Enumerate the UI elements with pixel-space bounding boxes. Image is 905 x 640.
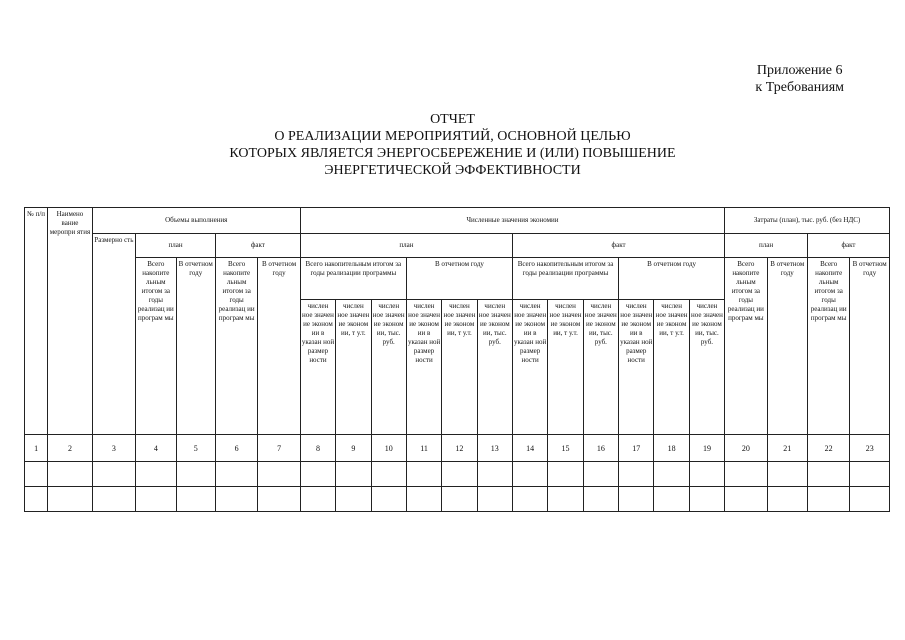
column-number: 20 [725,435,767,462]
table-cell [371,487,406,512]
header-unit: Размерно сть [92,234,135,435]
table-cell [807,462,849,487]
column-number: 3 [92,435,135,462]
table-cell [25,487,48,512]
table-cell [548,462,583,487]
table-cell [767,462,807,487]
table-cell [176,487,215,512]
column-number: 17 [619,435,654,462]
header-value-fuel: числен ное значен ие эконом ии, т у.т. [548,300,583,435]
table-cell [406,462,441,487]
column-number: 7 [258,435,300,462]
table-cell [477,487,512,512]
table-row-empty [25,487,890,512]
report-table [24,207,890,512]
title-line-1: ОТЧЕТ [430,112,475,127]
header-activity-name: Наимено вание меропри ятия [48,208,92,435]
table-cell [654,462,689,487]
column-number: 8 [300,435,335,462]
header-costs-plan: план [725,234,808,258]
header-value-fuel: числен ное значен ие эконом ии, т у.т. [336,300,371,435]
header-costs: Затраты (план), тыс. руб. (без НДС) [725,208,890,234]
table-cell [654,487,689,512]
column-number: 10 [371,435,406,462]
header-vol-fact-cum: Всего накопите льным итогом за годы реализац ии програм мы [215,258,257,435]
header-value-rub: числен ное значен ие эконом ии, тыс. руб. [689,300,724,435]
report-title [0,111,905,179]
table-cell [725,462,767,487]
column-number: 1 [25,435,48,462]
column-number: 9 [336,435,371,462]
title-line-3: КОТОРЫХ ЯВЛЯЕТСЯ ЭНЕРГОСБЕРЕЖЕНИЕ И (ИЛИ) ПОВЫШЕНИЕ [229,146,676,161]
table-cell [92,487,135,512]
table-cell [136,487,176,512]
table-cell [176,462,215,487]
header-value-units: числен ное значен ие эконом ии в указан ной размер ности [406,300,441,435]
header-value-rub: числен ное значен ие эконом ии, тыс. руб. [583,300,618,435]
title-line-2: О РЕАЛИЗАЦИИ МЕРОПРИЯТИЙ, ОСНОВНОЙ ЦЕЛЬЮ [274,129,631,144]
column-number: 5 [176,435,215,462]
header-volumes: Объемы выполнения [92,208,300,234]
table-cell [767,487,807,512]
appendix-line-1: Приложение 6 [756,63,843,78]
header-econ-fact-cum: Всего накопительным итогом за годы реализации программы [512,258,618,300]
header-economy-fact: факт [512,234,724,258]
column-number: 18 [654,435,689,462]
table-cell [92,462,135,487]
header-econ-plan-year: В отчетном году [406,258,512,300]
header-costs-fact: факт [807,234,889,258]
table-cell [512,462,547,487]
appendix-line-2: к Требованиям [755,80,844,95]
header-value-fuel: числен ное значен ие эконом ии, т у.т. [654,300,689,435]
table-cell [442,462,477,487]
column-number: 15 [548,435,583,462]
table-cell [619,462,654,487]
header-cost-fact-year: В отчетном году [850,258,890,435]
table-cell [258,462,300,487]
header-no: № п/п [25,208,48,435]
table-cell [807,487,849,512]
column-number: 21 [767,435,807,462]
table-cell [619,487,654,512]
table-cell [215,462,257,487]
column-number: 22 [807,435,849,462]
header-economy-plan: план [300,234,512,258]
header-vol-fact-year: В отчетном году [258,258,300,435]
column-number: 4 [136,435,176,462]
table-cell [548,487,583,512]
column-number: 13 [477,435,512,462]
column-number: 19 [689,435,724,462]
header-value-units: числен ное значен ие эконом ии в указан ной размер ности [619,300,654,435]
header-value-rub: числен ное значен ие эконом ии, тыс. руб. [477,300,512,435]
header-cost-plan-cum: Всего накопите льным итогом за годы реализац ии програм мы [725,258,767,435]
table-cell [583,487,618,512]
table-cell [336,462,371,487]
column-number: 6 [215,435,257,462]
table-cell [725,487,767,512]
table-cell [583,462,618,487]
table-cell [442,487,477,512]
column-number: 16 [583,435,618,462]
header-value-fuel: числен ное значен ие эконом ии, т у.т. [442,300,477,435]
appendix-label [755,62,844,96]
title-line-4: ЭНЕРГЕТИЧЕСКОЙ ЭФФЕКТИВНОСТИ [324,163,581,178]
header-econ-fact-year: В отчетном году [619,258,725,300]
header-value-units: числен ное значен ие эконом ии в указан ной размер ности [300,300,335,435]
table-cell [850,462,890,487]
table-cell [336,487,371,512]
table-cell [850,487,890,512]
header-volumes-fact: факт [215,234,300,258]
table-cell [25,462,48,487]
table-cell [215,487,257,512]
header-economy: Численные значения экономии [300,208,724,234]
header-value-rub: числен ное значен ие эконом ии, тыс. руб. [371,300,406,435]
table-cell [300,462,335,487]
table-cell [689,487,724,512]
column-number: 14 [512,435,547,462]
table-row-empty [25,462,890,487]
table-cell [406,487,441,512]
table-cell [258,487,300,512]
column-number: 11 [406,435,441,462]
header-cost-plan-year: В отчетном году [767,258,807,435]
table-cell [136,462,176,487]
header-vol-plan-cum: Всего накопите льным итогом за годы реализац ии програм мы [136,258,176,435]
table-cell [300,487,335,512]
table-cell [512,487,547,512]
table-cell [48,462,92,487]
table-cell [689,462,724,487]
table-cell [477,462,512,487]
table-cell [371,462,406,487]
column-number: 23 [850,435,890,462]
header-value-units: числен ное значен ие эконом ии в указан ной размер ности [512,300,547,435]
header-volumes-plan: план [136,234,216,258]
column-number: 2 [48,435,92,462]
header-vol-plan-year: В отчетном году [176,258,215,435]
table-cell [48,487,92,512]
header-econ-plan-cum: Всего накопительным итогом за годы реализации программы [300,258,406,300]
header-cost-fact-cum: Всего накопите льным итогом за годы реализац ии програм мы [807,258,849,435]
column-number: 12 [442,435,477,462]
